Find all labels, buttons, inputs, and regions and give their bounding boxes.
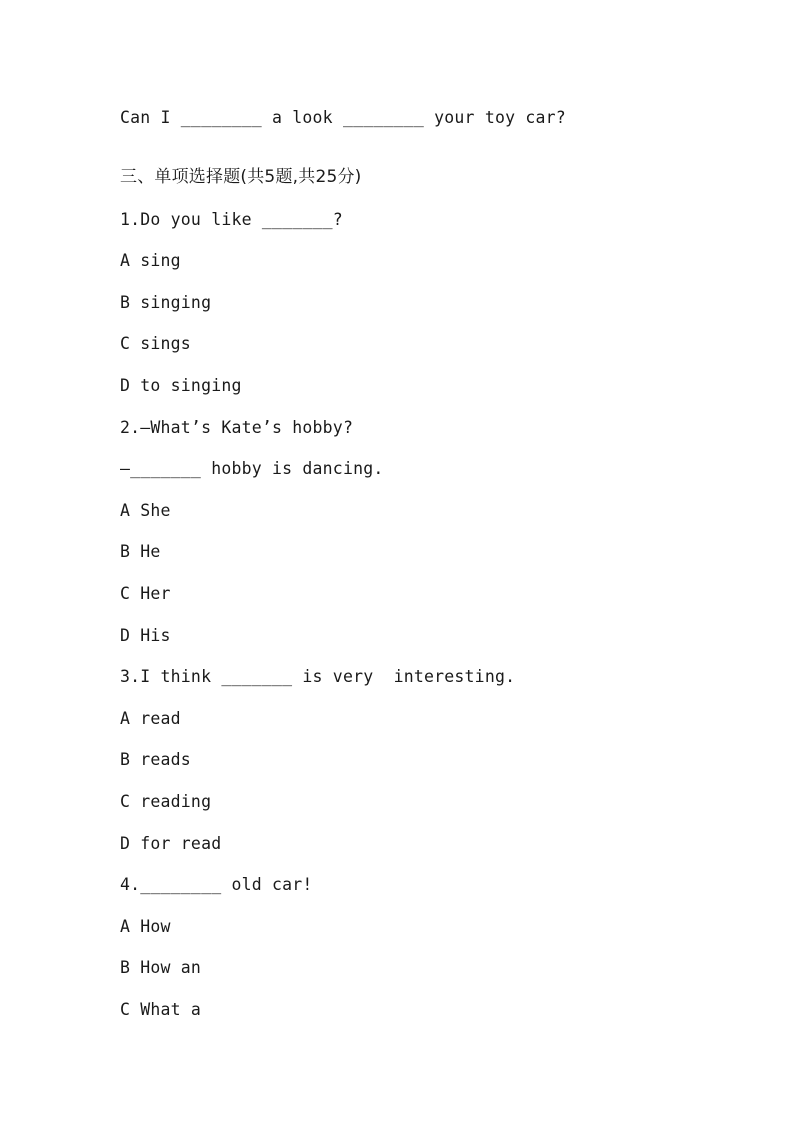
question-3-option-c: C reading xyxy=(120,792,212,811)
question-4-option-c: C What a xyxy=(120,1000,202,1019)
fill-blank-sentence: Can I ________ a look ________ your toy car? xyxy=(120,108,566,127)
question-3-option-a: A read xyxy=(120,709,181,728)
question-1-option-d: D to singing xyxy=(120,376,242,395)
question-2-option-a: A She xyxy=(120,501,171,520)
question-1-option-a: A sing xyxy=(120,251,181,270)
question-1-option-c: C sings xyxy=(120,334,191,353)
question-4-stem: 4.________ old car! xyxy=(120,875,313,894)
question-3-option-d: D for read xyxy=(120,834,222,853)
question-2-stem-answer: —_______ hobby is dancing. xyxy=(120,459,384,478)
question-2-option-c: C Her xyxy=(120,584,171,603)
question-1-option-b: B singing xyxy=(120,293,212,312)
question-2-stem: 2.—What’s Kate’s hobby? xyxy=(120,418,354,437)
section-title: 三、单项选择题(共5题,共25分) xyxy=(120,167,362,187)
question-4-option-a: A How xyxy=(120,917,171,936)
question-3-option-b: B reads xyxy=(120,750,191,769)
question-2-option-b: B He xyxy=(120,542,161,561)
question-4-option-b: B How an xyxy=(120,958,202,977)
question-3-stem: 3.I think _______ is very interesting. xyxy=(120,667,516,686)
question-1-stem: 1.Do you like _______? xyxy=(120,210,343,229)
question-2-option-d: D His xyxy=(120,626,171,645)
